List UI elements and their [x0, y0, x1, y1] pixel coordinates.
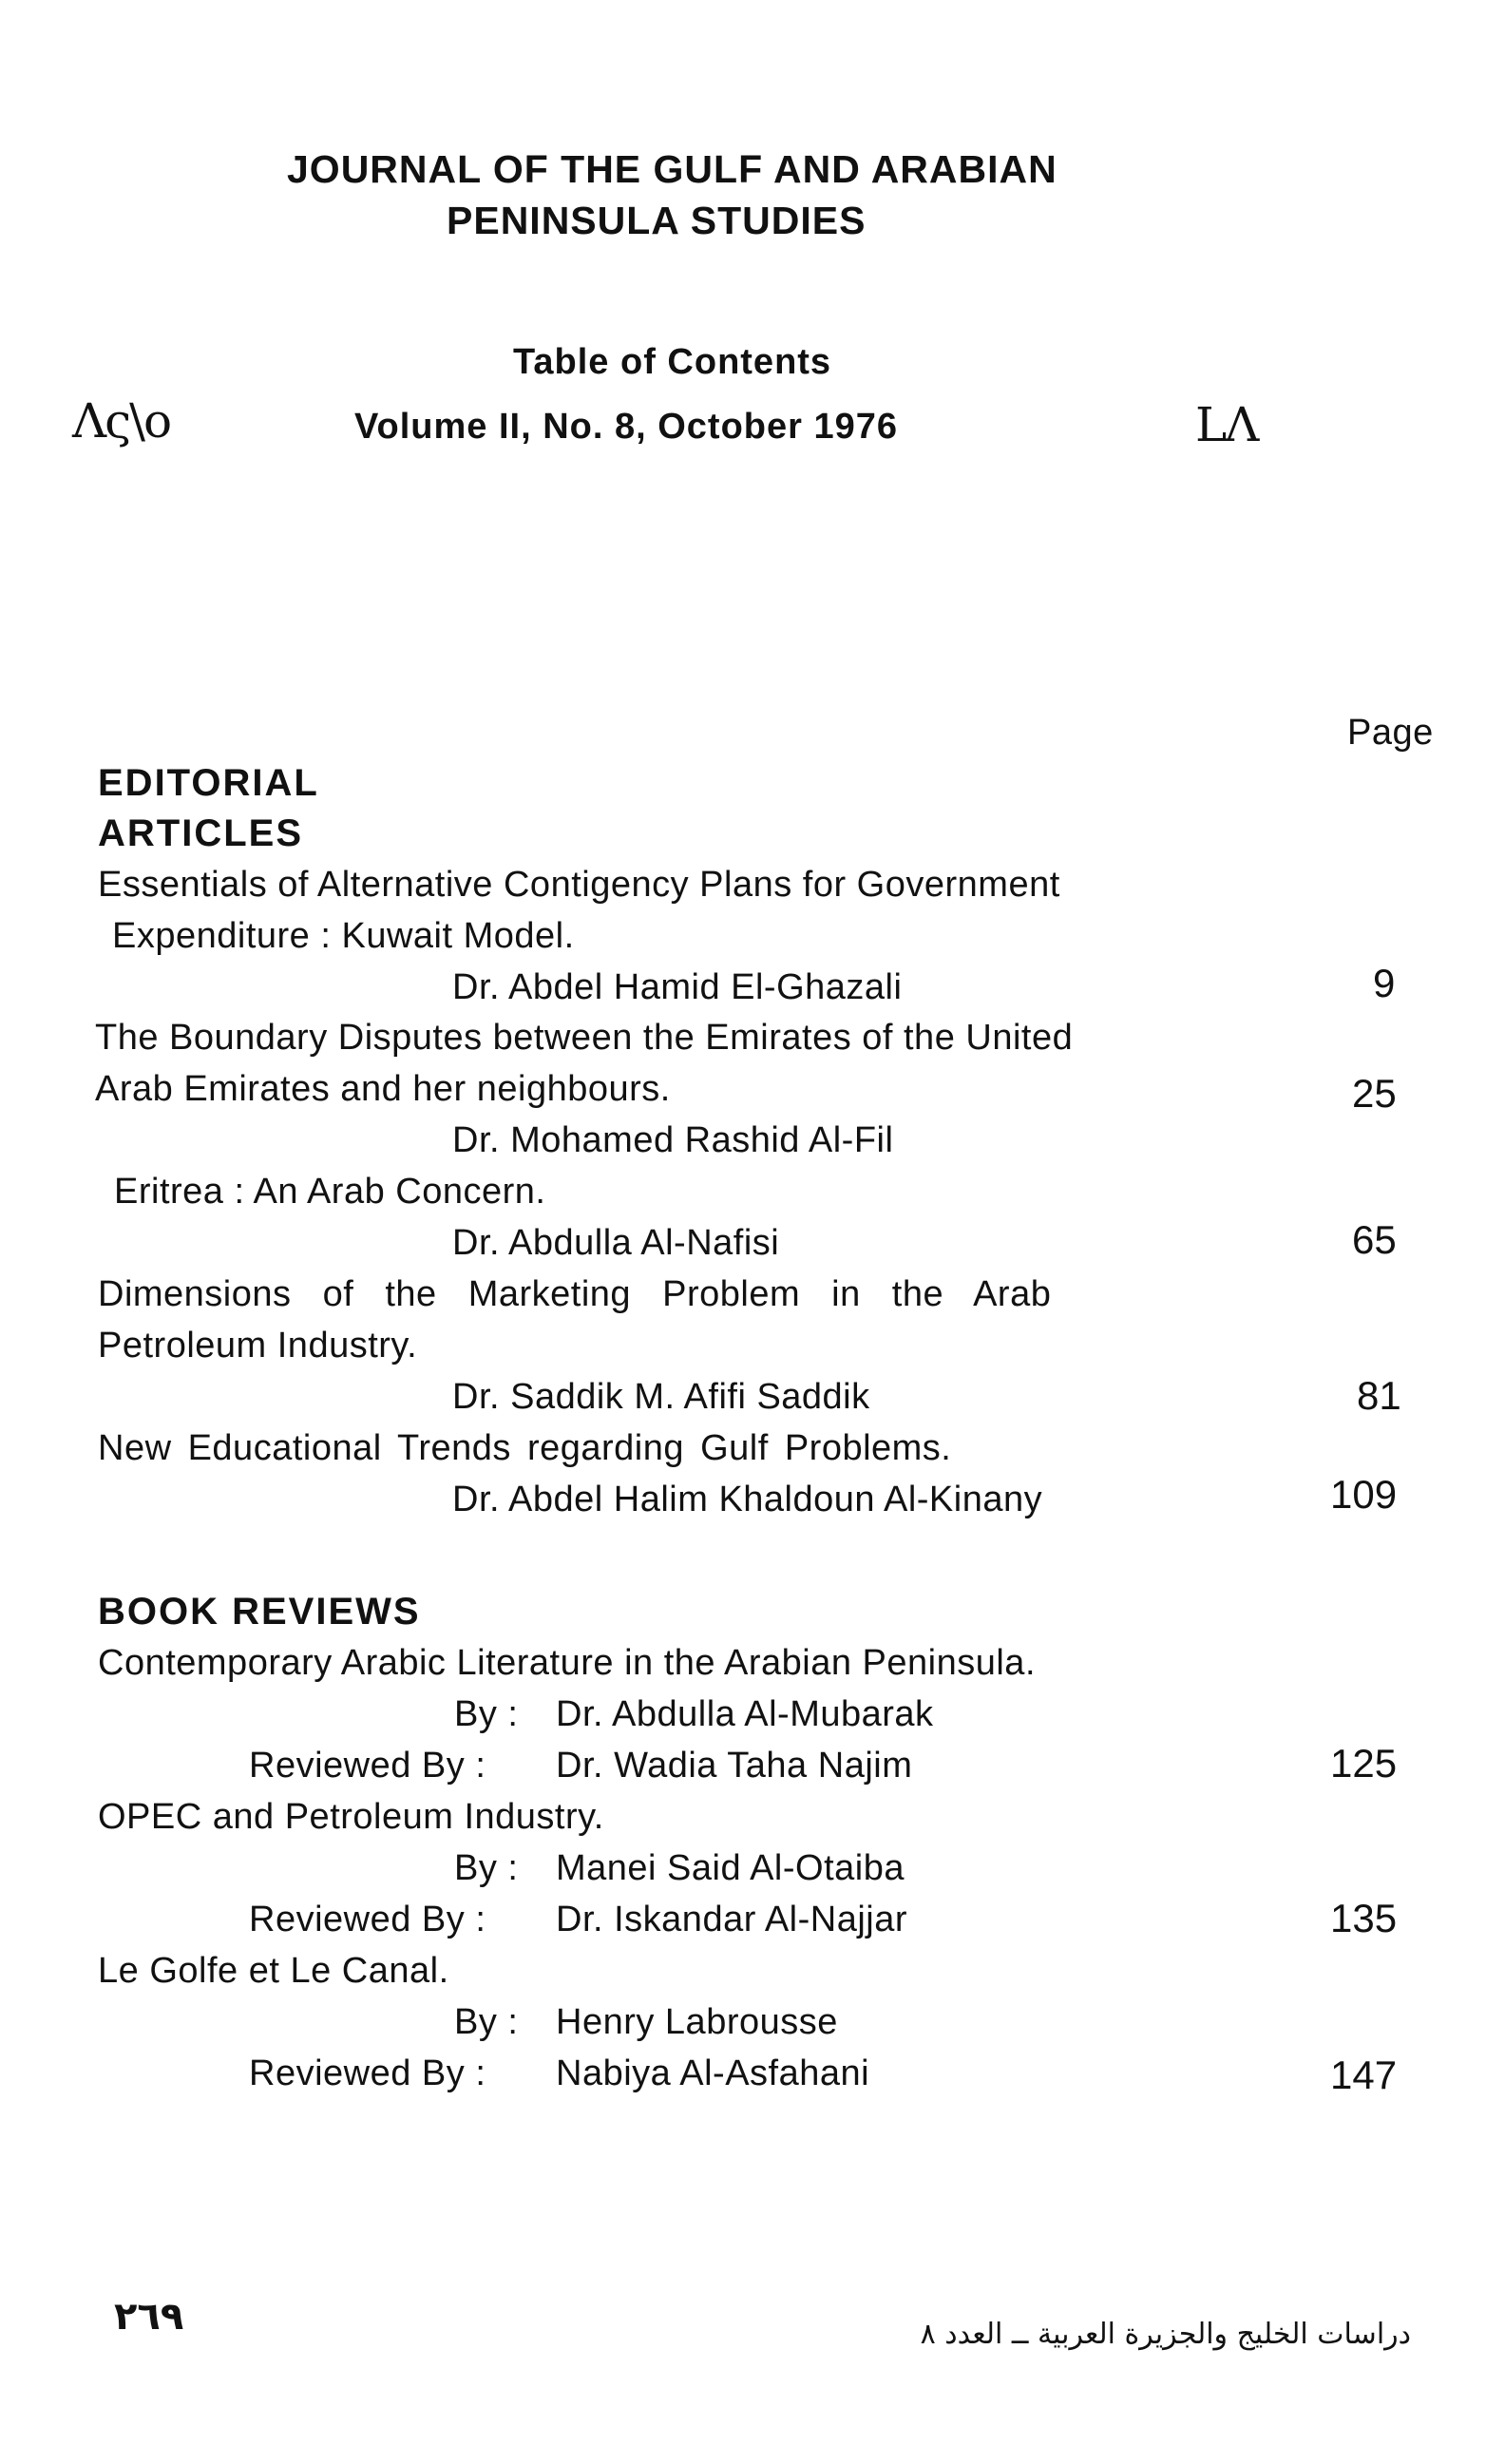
article-page-number: 25: [1352, 1071, 1397, 1116]
article-page-number: 81: [1357, 1373, 1401, 1418]
review-title: Contemporary Arabic Literature in the Arabian Peninsula.: [98, 1643, 1036, 1683]
review-by-label: By :: [454, 1848, 519, 1888]
page-column-label: Page: [1347, 713, 1434, 753]
review-by-label: By :: [454, 2002, 519, 2042]
toc-title: Table of Contents: [513, 342, 832, 382]
review-reviewer: Nabiya Al-Asfahani: [556, 2053, 870, 2093]
article-title-line: Expenditure : Kuwait Model.: [112, 916, 575, 956]
review-page-number: 125: [1330, 1741, 1398, 1786]
article-title-line: Essentials of Alternative Contigency Plans for Government: [98, 865, 1060, 905]
journal-title-line1: JOURNAL OF THE GULF AND ARABIAN: [287, 147, 1057, 191]
article-title-line: Petroleum Industry.: [98, 1326, 418, 1366]
review-reviewed-by-label: Reviewed By :: [249, 1746, 486, 1786]
handwritten-initials-mark: LΛ: [1195, 397, 1258, 452]
article-title-line: Dimensions of the Marketing Problem in the Arab: [98, 1274, 1052, 1314]
review-reviewed-by-label: Reviewed By :: [249, 2053, 486, 2093]
section-editorial: EDITORIAL: [98, 762, 319, 804]
volume-line: Volume II, No. 8, October 1976: [354, 407, 899, 447]
article-author: Dr. Saddik M. Afifi Saddik: [452, 1377, 870, 1417]
review-page-number: 135: [1330, 1896, 1398, 1940]
article-page-number: 65: [1352, 1217, 1397, 1262]
review-title: Le Golfe et Le Canal.: [98, 1951, 449, 1991]
article-title-line: Eritrea : An Arab Concern.: [114, 1172, 546, 1212]
section-book-reviews: BOOK REVIEWS: [98, 1591, 421, 1633]
article-author: Dr. Abdulla Al-Nafisi: [452, 1223, 780, 1263]
review-page-number: 147: [1330, 2053, 1398, 2097]
article-author: Dr. Mohamed Rashid Al-Fil: [452, 1120, 894, 1160]
handwritten-catalog-mark: Λς\ο: [72, 393, 171, 449]
article-page-number: 109: [1330, 1472, 1398, 1517]
review-title: OPEC and Petroleum Industry.: [98, 1797, 604, 1837]
review-reviewer: Dr. Iskandar Al-Najjar: [556, 1900, 908, 1939]
review-reviewed-by-label: Reviewed By :: [249, 1900, 486, 1939]
review-book-author: Dr. Abdulla Al-Mubarak: [556, 1694, 934, 1734]
article-title-line: The Boundary Disputes between the Emirates of the United: [95, 1018, 1074, 1058]
journal-title-line2: PENINSULA STUDIES: [447, 199, 867, 242]
footer-page-number-arabic: ٢٦٩: [114, 2295, 184, 2339]
article-author: Dr. Abdel Hamid El-Ghazali: [452, 967, 903, 1007]
review-by-label: By :: [454, 1694, 519, 1734]
article-page-number: 9: [1373, 961, 1396, 1005]
article-title-line: New Educational Trends regarding Gulf Problems.: [98, 1428, 952, 1468]
review-book-author: Manei Said Al-Otaiba: [556, 1848, 905, 1888]
article-author: Dr. Abdel Halim Khaldoun Al-Kinany: [452, 1480, 1043, 1519]
footer-journal-arabic: دراسات الخليج والجزيرة العربية ــ العدد ٨: [920, 2318, 1411, 2351]
article-title-line: Arab Emirates and her neighbours.: [95, 1069, 671, 1109]
review-book-author: Henry Labrousse: [556, 2002, 838, 2042]
section-articles: ARTICLES: [98, 812, 303, 854]
review-reviewer: Dr. Wadia Taha Najim: [556, 1746, 913, 1786]
